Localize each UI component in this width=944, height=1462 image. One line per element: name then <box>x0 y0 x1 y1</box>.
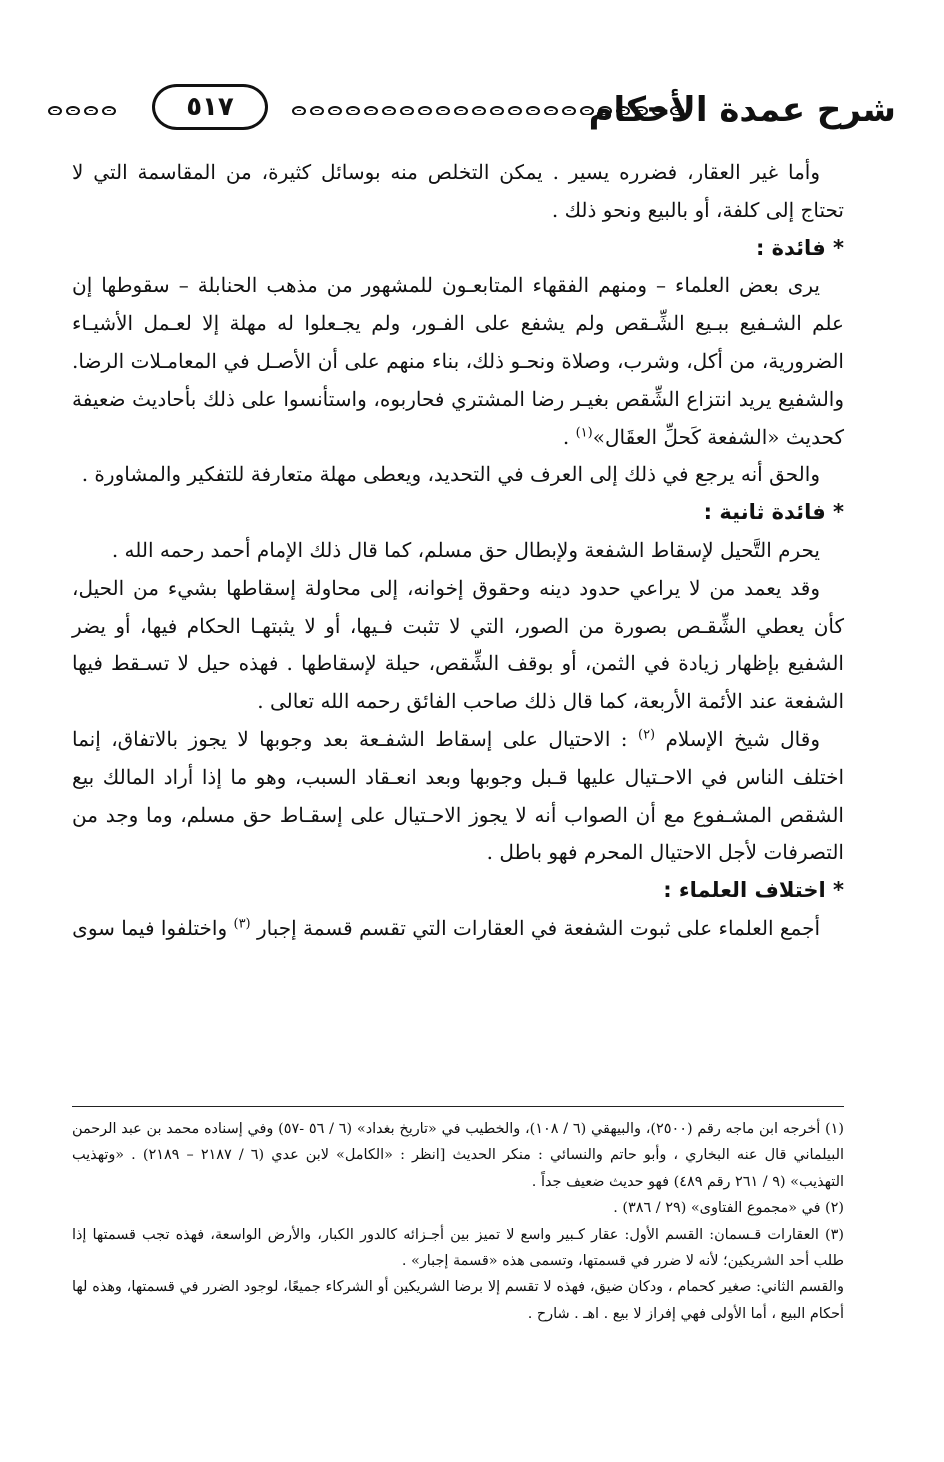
paragraph-consensus-start: أجمع العلماء على ثبوت الشفعة في العقارات التي تقسم قسمة إجبار <box>250 915 820 940</box>
paragraph-hanbali-view-text: يرى بعض العلماء – ومنهم الفقهاء المتابعـون للمشهور من مذهب الحنابلة – سقوطها إن علم الشـفيع ببـيع الشِّـقص ولم يشفع على الفـور، ولم يجـعلوا له مهلة إلا لعـمل الأشيـاء الضرورية، من أكل، وشرب، وصلاة ونحـو ذلك، بناء منهم على أن الأصـل في المعامـلات الرضا. والشفيع يريد انتزاع الشِّقص بغيـر رضا المشتري فحاربوه، واستأنسوا على ذلك بأحاديث ضعيفة كحديث «الشفعة كَحلِّ العقَال» <box>72 273 844 449</box>
heading-benefit: * فائدة : <box>755 235 844 260</box>
main-text <box>72 154 844 948</box>
paragraph-hanbali-view <box>72 267 844 456</box>
footnote-3-continued: والقسم الثاني: صغير كحمام ، ودكان ضيق، فهذه لا تقسم إلا برضا الشريكين أو الشركاء جميعًا، لوجود الضرر في قسمتها، وهذه لها أحكام البيع ، أما الأولى فهي إفراز لا بيع . اهـ . شارح . <box>72 1279 844 1322</box>
paragraph-consensus <box>72 910 844 948</box>
footnote-2: (٢) في «مجموع الفتاوى» (٢٩ / ٣٨٦) . <box>613 1200 844 1217</box>
paragraph-non-real-estate: وأما غير العقار، فضرره يسير . يمكن التخلص منه بوسائل كثيرة، من المقاسمة التي لا تحتاج إلى كلفة، أو بالبيع ونحو ذلك . <box>72 160 844 222</box>
paragraph-shaykh-start: وقال شيخ الإسلام <box>655 726 820 751</box>
footnote-ref-3: (٣) <box>233 916 251 932</box>
footnote-3: (٣) العقارات قـسمان: القسم الأول: عقار كـبير واسع لا تميز بين أجـزائه كالدور الكبار، والأرض الواسعة، فهذه تجب قسمتها إذا طلب أحد الشريكين؛ لأنه لا ضرر في قسمتها، وتسمى هذه «قسمة إجبار» . <box>72 1226 844 1270</box>
paragraph-shaykh-al-islam <box>72 721 844 872</box>
paragraph-stratagems: وقد يعمد من لا يراعي حدود دينه وحقوق إخوانه، إلى محاولة إسقاطها بشيء من الحيل، كأن يعطي الشِّقـص بصورة من الصور، التي لا تثبت فـيها، أو لا يثبتهـا الحكام فيها، أو يضر الشفيع بإظهار زيادة في الثمن، أو بوقف الشِّقص، حيلة لإسقاطها . فهذه حيل لا تسـقط فيها الشفعة عند الأئمة الأربعة، كما قال ذلك صاحب الفائق رحمه الله تعالى . <box>72 575 844 714</box>
paragraph-hanbali-view-end: . <box>562 424 576 449</box>
footnote-ref-1: (١) <box>575 424 593 440</box>
paragraph-stratagem-forbidden: يحرم التَّحيل لإسقاط الشفعة ولإبطال حق مسلم، كما قال ذلك الإمام أحمد رحمه الله . <box>111 537 820 562</box>
ornament-left-border <box>48 101 128 115</box>
heading-second-benefit: * فائدة ثانية : <box>703 500 844 525</box>
footnotes <box>72 1116 844 1327</box>
paragraph-consensus-rest: واختلفوا فيما سوى <box>72 915 234 940</box>
paragraph-shaykh-rest: : الاحتيال على إسقاط الشفـعة بعد وجوبها لا يجوز بالاتفاق، إنما اختلف الناس في الاحـتيال عليها قـبل وجوبها وبعد انعـقاد السبب، وهو ما إذا أراد المالك بيع الشقص المشـفوع مع أن الصواب أنه لا يجوز الاحـتيال على إسقـاط حق مسلم، وما وجد من التصرفات لأجل الاحتيال المحرم فهو باطل . <box>72 726 844 865</box>
page-number: ٥١٧ <box>152 84 268 130</box>
paragraph-correct-view: والحق أنه يرجع في ذلك إلى العرف في التحديد، ويعطى مهلة متعارفة للتفكير والمشاورة . <box>81 462 820 487</box>
footnote-1: (١) أخرجه ابن ماجه رقم (٢٥٠٠)، والبيهقي (٦ / ١٠٨)، والخطيب في «تاريخ بغداد» (٦ / ٥٦ -٥٧) وفي إسناده محمد بن عبد الرحمن البيلماني قال عنه البخاري ، وأبو حاتم والنسائي : منكر الحديث [انظر : «الكامل» لابن عدي (٦ / ٢١٨٧ – ٢١٨٩) . «وتهذيب التهذيب» (٩ / ٢٦١ رقم ٤٨٩) فهو حديث ضعيف جداً . <box>72 1121 845 1190</box>
footnote-ref-2: (٢) <box>637 727 656 743</box>
book-title: شرح عمدة الأحكام <box>588 90 896 130</box>
page-header <box>48 84 896 140</box>
heading-scholars-disagreement: * اختلاف العلماء : <box>663 878 844 903</box>
footnote-divider <box>72 1106 844 1107</box>
